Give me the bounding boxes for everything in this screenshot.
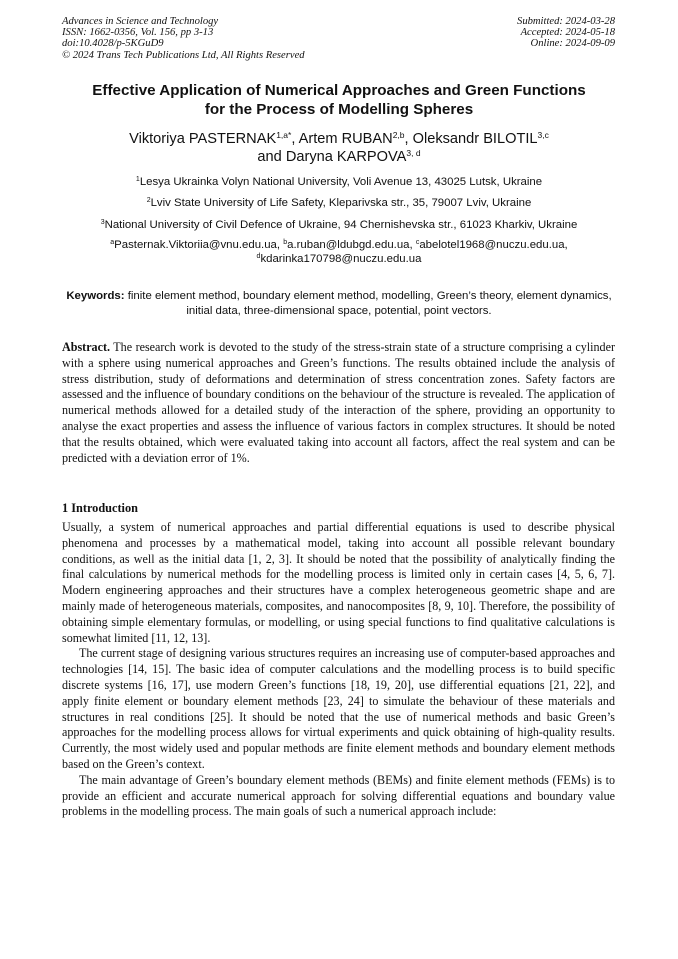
author-name: Daryna KARPOVA <box>285 149 407 165</box>
copyright-line: © 2024 Trans Tech Publications Ltd, All Rights Reserved <box>62 49 305 61</box>
affiliation-1 <box>30 175 648 190</box>
affiliation-2 <box>30 196 648 211</box>
keywords-label: Keywords: <box>66 290 125 302</box>
issn-line: ISSN: 1662-0356, Vol. 156, pp 3-13 <box>62 27 214 39</box>
email-link[interactable]: a.ruban@ldubgd.edu.ua, <box>287 239 416 251</box>
introduction-body <box>62 520 615 820</box>
affiliation-text: National University of Civil Defence of Ukraine, 94 Chernishevska str., 61023 Kharkiv, Ukraine <box>104 219 578 231</box>
accepted-date: Accepted: 2024-05-18 <box>520 27 615 39</box>
email-link[interactable]: Pasternak.Viktoriia@vnu.edu.ua, <box>114 239 284 251</box>
abstract-text: The research work is devoted to the study of the stress-strain state of a structure comprising a cylinder with a sphere using numerical approaches and Green’s functions. The results obtained include the analysis of stress distribution, study of deformations and determination of stress concentration zones. Safety factors are assessed and the influence of boundary conditions on the behaviour of the structure is revealed. The application of numerical methods allowed for a detailed study of the interaction of the sphere, providing an opportunity to analyse the exact properties and assess the influence of various factors in complex structures. It should be noted that the results obtained, which were evaluated taking into account all factors, affect the real system and can be predicted with a deviation error of 1%. <box>62 340 615 465</box>
affiliation-3 <box>30 218 648 233</box>
publication-dates <box>517 16 615 50</box>
email-link[interactable]: abelotel1968@nuczu.edu.ua, <box>419 239 568 251</box>
author-superscript: 1,a* <box>276 130 292 140</box>
paragraph: The main advantage of Green’s boundary element methods (BEMs) and finite element methods (FEMs) is to provide an efficient and accurate numerical approach for solving differential equations and boundary value problems in the modelling process. The main goals of such a numerical approach include: <box>62 772 615 819</box>
paragraph: The current stage of designing various structures requires an increasing use of computer-based approaches and technologies [14, 15]. The basic idea of computer calculations and the modelling process is to build specific discrete systems [16, 17], use modern Green’s functions [18, 19, 20], use differential equations [21, 22], and apply finite element or boundary element methods [23, 24] to simulate the behaviour of these materials and structures in real conditions [25]. It should be noted that the use of numerical methods and basic Green’s approaches for the modelling process allows for virtual experiments and quick obtaining of high-quality results. Currently, the most widely used and popular methods are finite element methods and boundary element methods based on the Green’s context. <box>62 646 615 771</box>
title-line-1: Effective Application of Numerical Approaches and Green Functions <box>92 82 586 99</box>
keywords-text: finite element method, boundary element method, modelling, Green’s theory, element dynamics, initial data, three-dimensional space, potential, point vectors. <box>124 290 612 317</box>
author-list <box>40 130 638 166</box>
affiliation-superscript: 2 <box>146 197 151 204</box>
affiliation-superscript: 1 <box>135 176 140 183</box>
online-date: Online: 2024-09-09 <box>530 38 615 50</box>
author-name: Artem RUBAN <box>298 131 393 147</box>
author-superscript: 3, d <box>406 148 421 158</box>
doi-line[interactable]: doi:10.4028/p-5KGuD9 <box>62 38 164 50</box>
journal-name: Advances in Science and Technology <box>62 16 219 27</box>
affiliation-text: Lesya Ukrainka Volyn National University, Voli Avenue 13, 43025 Lutsk, Ukraine <box>139 176 543 188</box>
author-name: Viktoriya PASTERNAK <box>129 131 277 147</box>
paper-title <box>40 81 638 119</box>
submitted-date: Submitted: 2024-03-28 <box>517 16 615 27</box>
email-link[interactable]: kdarinka170798@nuczu.edu.ua <box>260 253 422 265</box>
email-superscript: b <box>283 239 288 246</box>
section-heading: 1 Introduction <box>62 501 138 515</box>
affiliation-text: Lviv State University of Life Safety, Kleparivska str., 35, 79007 Lviv, Ukraine <box>150 197 532 209</box>
abstract-block <box>62 340 615 466</box>
email-line-2 <box>30 252 648 267</box>
title-line-2: for the Process of Modelling Spheres <box>204 101 474 118</box>
abstract-label: Abstract. <box>62 340 111 354</box>
email-superscript: c <box>415 239 420 246</box>
author-conjunction: and <box>257 149 282 165</box>
journal-info <box>62 16 305 61</box>
author-name: Oleksandr BILOTIL <box>412 131 538 147</box>
author-superscript: 2,b <box>392 130 405 140</box>
author-superscript: 3,c <box>537 130 549 140</box>
keywords-block <box>62 289 616 318</box>
paragraph: Usually, a system of numerical approaches and partial differential equations is used to describe physical phenomena and processes by a mathematical model, taking into account all possible relevant boundary conditions, as well as the initial data [1, 2, 3]. It should be noted that the possibility of analytically finding the final calculations by numerical methods for the modelling process is limited only in certain cases [4, 5, 6, 7]. Modern engineering approaches and their structures have a complex heterogeneous geometric shape and are mainly made of heterogeneous materials, composites, and nanocomposites [8, 9, 10]. Therefore, the possibility of obtaining simple elementary formulas, or modelling, or using special functions to find qualitative calculations is somewhat limited [11, 12, 13]. <box>62 520 615 645</box>
authors-line-2 <box>40 148 638 166</box>
affiliation-superscript: 3 <box>100 219 105 226</box>
email-superscript: a <box>110 239 115 246</box>
email-line-1 <box>30 238 648 253</box>
authors-line-1: Viktoriya $PASTERNAK^{1,a*}$, Artem RUBAN$^{2,b}$, Oleksandr BILOTIL$^{3,c}$ <box>129 130 549 147</box>
email-superscript: d <box>256 253 261 260</box>
